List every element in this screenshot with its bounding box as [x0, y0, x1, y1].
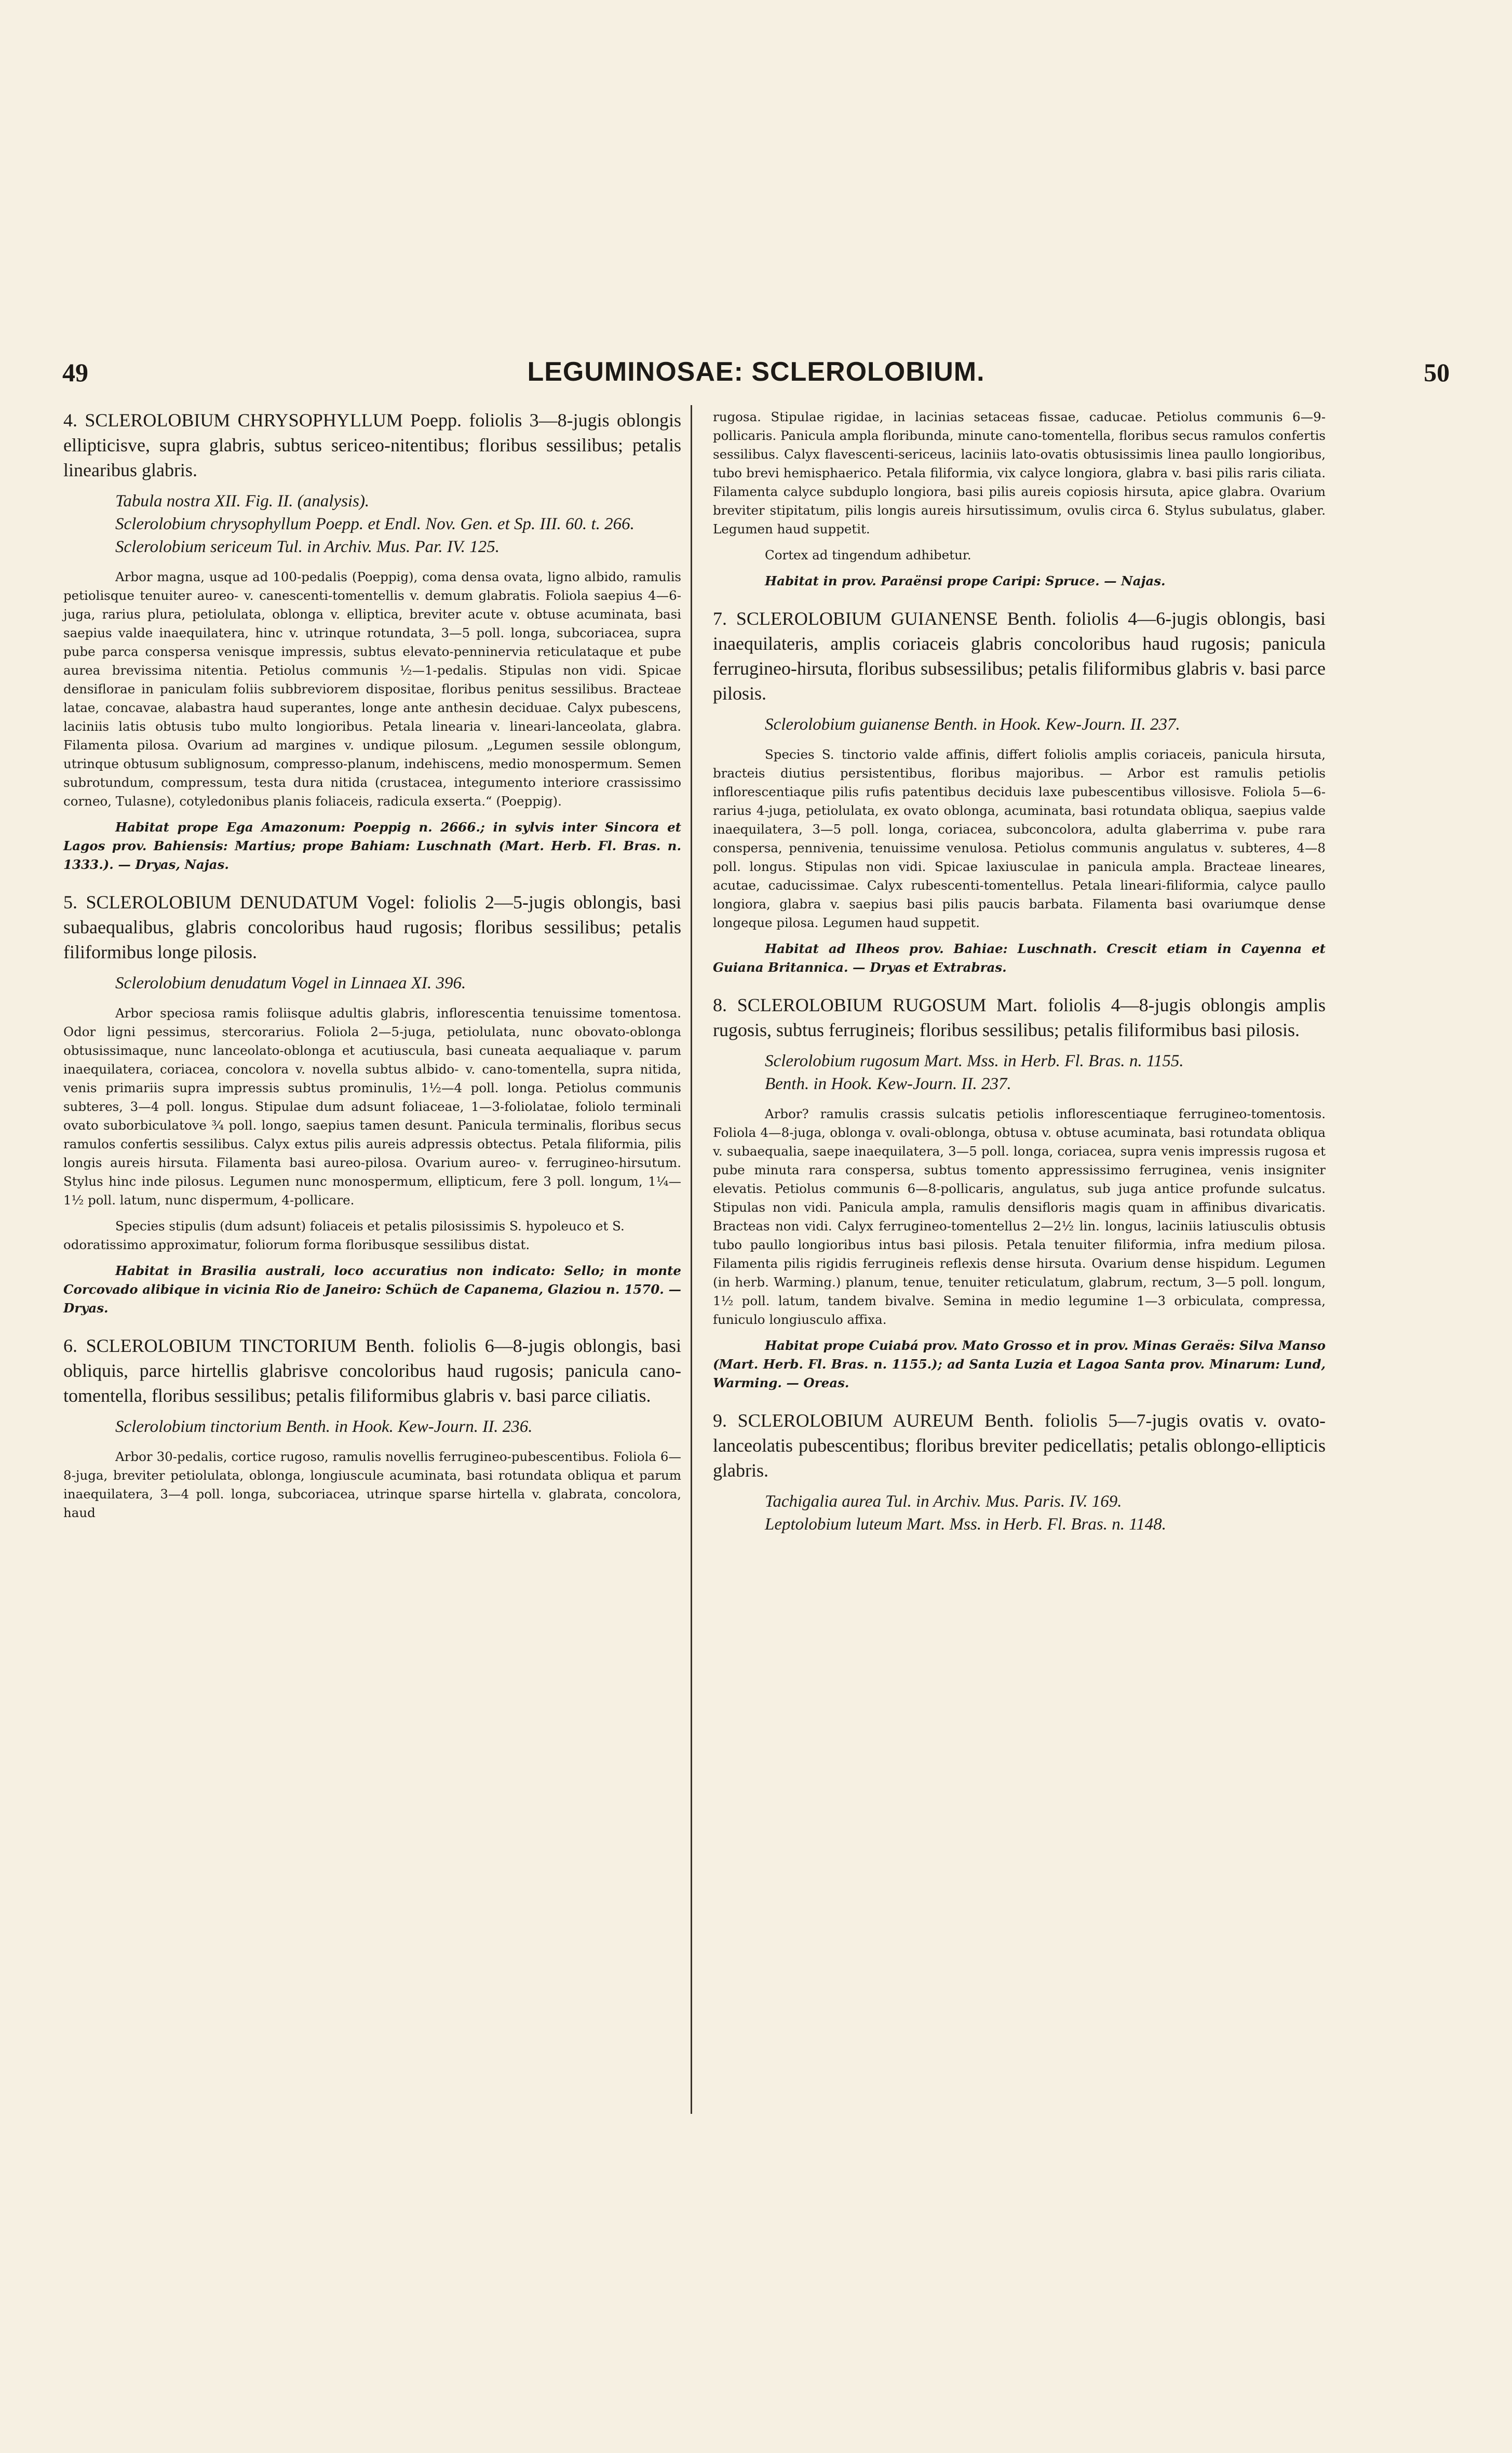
right-column	[713, 408, 1326, 1543]
reference: Tabula nostra XII. Fig. II. (analysis).	[115, 492, 370, 511]
habitat: Habitat prope Cuiabá prov. Mato Grosso et in prov. Minas Geraës: Silva Manso (Mart. Herb. Fl. Bras. n. 1155.); ad Santa Luzia et Lagoa Santa prov. Minarum: Lund, Warming. — Oreas.	[713, 1338, 1326, 1390]
species-heading: 7. SCLEROLOBIUM GUIANENSE Benth. foliolis 4—6-jugis oblongis, basi inaequilateris, amplis coriaceis glabris concoloribus haud rugosis; panicula ferrugineo-hirsuta, floribus subsessilibus; petalis filiformibus glabris v. basi parce pilosis.	[713, 608, 1326, 704]
species-heading: 8. SCLEROLOBIUM RUGOSUM Mart. foliolis 4—8-jugis oblongis amplis rugosis, subtus ferrugineis; floribus sessilibus; petalis filiformibus basi pilosis.	[713, 995, 1326, 1040]
description: rugosa. Stipulae rigidae, in lacinias setaceas fissae, caducae. Petiolus communis 6—9-pollicaris. Panicula ampla floribunda, minute cano-tomentella, floribus secus ramulos confertis sessilibus. Calyx flavescenti-sericeus, laciniis lato-ovatis obtusissimis linea paullo longioribus, tubo brevi hemisphaerico. Petala filiformia, vix calyce longiora, glabra v. basi pilis raris ciliata. Filamenta calyce subduplo longiora, basi pilis aureis copiosis hirsuta, apice glabra. Ovarium breviter stipitatum, pilis longis aureis hirsutissimum, ovulis circa 6. Stylus subulatus, glaber. Legumen haud suppetit.	[713, 409, 1326, 537]
species-5	[63, 890, 681, 1318]
column-divider	[691, 405, 692, 2114]
page-number-right: 50	[1424, 358, 1450, 387]
references	[63, 1415, 681, 1438]
species-heading: 6. SCLEROLOBIUM TINCTORIUM Benth. foliolis 6—8-jugis oblongis, basi obliquis, parce hirtellis glabrisve concoloribus haud rugosis; panicula cano-tomentella, floribus sessilibus; petalis filiformibus glabris v. basi parce ciliatis.	[63, 1335, 681, 1406]
description: Arbor 30-pedalis, cortice rugoso, ramulis novellis ferrugineo-pubescentibus. Foliola 6—8-juga, breviter petiolulata, oblonga, longiuscule acuminata, basi rotundata obliqua et parum inaequilatera, 3—4 poll. longa, subcoriacea, utrinque sparse hirtella v. glabrata, concolora, haud	[63, 1449, 681, 1520]
references	[713, 1050, 1326, 1095]
description: Arbor speciosa ramis foliisque adultis glabris, inflorescentia tenuissime tomentosa. Odor ligni pessimus, stercorarius. Foliola 2—5-juga, petiolulata, nunc obovato-oblonga obtusissimaque, nunc lanceolato-oblonga et acutiuscula, basi cuneata aequaliaque v. parum inaequilatera, coriacea, concolora v. novella subtus albido- v. cano-tomentella, supra nitida, venis primariis supra impressis subtus prominulis, 1½—4 poll. longa. Petiolus communis subteres, 3—4 poll. longus. Stipulae dum adsunt foliaceae, 1—3-foliolatae, foliolo terminali ovato suborbiculatove ¾ poll. longo, saepius tamen desunt. Panicula terminalis, floribus secus ramulos confertis sessilibus. Calyx extus pilis aureis adpressis obtectus. Petala filiformia, pilis longis aureis hirsuta. Filamenta basi aureo-pilosa. Ovarium aureo- v. ferrugineo-hirsutum. Stylus hinc inde pilosus. Legumen nunc monospermum, ellipticum, fere 3 poll. longum, 1¼—1½ poll. latum, nunc dispermum, 4-pollicare.	[63, 1006, 681, 1208]
species-9	[713, 1408, 1326, 1536]
description: Arbor? ramulis crassis sulcatis petiolis inflorescentiaque ferrugineo-tomentosis. Foliola 4—8-juga, oblonga v. ovali-oblonga, obtusa v. obtuse acuminata, basi rotundata obliqua v. subaequalia, saepe inaequilatera, 3—5 poll. longa, coriacea, supra venis impressis rugosa et pube minuta rara conspersa, subtus tomento appressissimo ferruginea, venis insigniter elevatis. Petiolus communis 6—8-pollicaris, angulatus, sub juga antice profunde sulcatus. Stipulas non vidi. Panicula ampla, ramulis densifloris magis quam in affinibus divaricatis. Bracteas non vidi. Calyx ferrugineo-tomentellus 2—2½ lin. longus, laciniis latiusculis obtusis tubo paullo longioribus intus basi pilosis. Petala tenuiter filiformia, infra medium pilosa. Filamenta pilis rigidis ferrugineis reflexis dense hirsuta. Ovarium dense hispidum. Legumen (in herb. Warming.) planum, tenue, tenuiter reticulatum, glabrum, rectum, 3—5 poll. longum, 1½ poll. latum, tandem bivalve. Semina in medio legumine 1—3 orbiculata, compressa, funiculo longiusculo affixa.	[713, 1106, 1326, 1327]
species-6	[63, 1333, 681, 1522]
references	[63, 490, 681, 558]
species-8	[713, 993, 1326, 1392]
references	[713, 1490, 1326, 1536]
reference: Sclerolobium rugosum Mart. Mss. in Herb. Fl. Bras. n. 1155.	[765, 1052, 1184, 1070]
page-number-left: 49	[62, 358, 88, 387]
reference: Sclerolobium chrysophyllum Poepp. et Endl. Nov. Gen. et Sp. III. 60. t. 266.	[115, 515, 634, 533]
reference: Sclerolobium guianense Benth. in Hook. Kew-Journ. II. 237.	[765, 715, 1180, 734]
references	[63, 972, 681, 995]
description: Arbor magna, usque ad 100-pedalis (Poeppig), coma densa ovata, ligno albido, ramulis petiolisque tenuiter aureo- v. canescenti-tomentellis v. demum glabratis. Foliola saepius 4—6-juga, rarius plura, petiolulata, oblonga v. elliptica, breviter acute v. obtuse acuminata, basi saepius valde inaequilatera, hinc v. utrinque rotundata, 3—5 poll. longa, subcoriacea, supra pube parca conspersa venisque impressis, subtus elevato-penninervia reticulataque et pube aurea brevissima nitentia. Petiolus communis ½—1-pedalis. Stipulas non vidi. Spicae densiflorae in paniculam foliis subbreviorem dispositae, floribus penitus sessilibus. Bracteae latae, concavae, alabastra haud superantes, longe ante anthesin deciduae. Calyx pubescens, laciniis latis obtusis tubo multo longioribus. Petala linearia v. lineari-lanceolata, glabra. Filamenta pilosa. Ovarium ad margines v. undique pilosum. „Legumen sessile oblongum, utrinque obtusum sublignosum, compresso-planum, indehiscens, medio monospermum. Semen subrotundum, compressum, testa dura nitida (crustacea, integumento interiore crassissimo corneo, Tulasne), cotyledonibus planis foliaceis, radicula exserta.“ (Poeppig).	[63, 569, 681, 809]
species-heading: 4. SCLEROLOBIUM CHRYSOPHYLLUM Poepp. foliolis 3—8-jugis oblongis ellipticisve, supra glabris, subtus sericeo-nitentibus; floribus sessilibus; petalis linearibus glabris.	[63, 410, 681, 480]
species-7	[713, 606, 1326, 977]
reference: Sclerolobium denudatum Vogel in Linnaea XI. 396.	[115, 974, 466, 993]
habitat: Habitat in prov. Paraënsi prope Caripi: Spruce. — Najas.	[765, 573, 1166, 588]
habitat: Habitat ad Ilheos prov. Bahiae: Luschnath. Crescit etiam in Cayenna et Guiana Britannica. — Dryas et Extrabras.	[713, 941, 1326, 975]
note: Cortex ad tingendum adhibetur.	[765, 547, 971, 562]
description: Species S. tinctorio valde affinis, differt foliolis amplis coriaceis, panicula hirsuta, bracteis diutius persistentibus, floribus majoribus. — Arbor est ramulis petiolis inflorescentiaque pilis rufis patentibus deciduis laxe pubescentibus villosisve. Foliola 5—6- rarius 4-juga, petiolulata, ex ovato oblonga, acuminata, basi rotundata obliqua, saepius valde inaequilatera, 3—5 poll. longa, coriacea, subconcolora, adulta glaberrima v. pube rara conspersa, pennivenia, tenuissime venulosa. Petiolus communis angulatus v. subteres, 4—8 poll. longus. Stipulas non vidi. Spicae laxiusculae in panicula ampla. Bracteae lineares, acutae, caducissimae. Calyx rubescenti-tomentellus. Petala lineari-filiformia, calyce paullo longiora, glabra v. saepius basi pilis paucis barbata. Filamenta basi ovariumque dense longeque pilosa. Legumen haud suppetit.	[713, 747, 1326, 930]
running-head: LEGUMINOSAE: SCLEROLOBIUM.	[527, 357, 985, 387]
species-heading: 5. SCLEROLOBIUM DENUDATUM Vogel: foliolis 2—5-jugis oblongis, basi subaequalibus, glabris concoloribus haud rugosis; floribus sessilibus; petalis filiformibus longe pilosis.	[63, 892, 681, 962]
species-6-continued	[713, 408, 1326, 591]
species-heading: 9. SCLEROLOBIUM AUREUM Benth. foliolis 5—7-jugis ovatis v. ovato-lanceolatis pubescentibus; floribus breviter pedicellatis; petalis oblongo-ellipticis glabris.	[713, 1410, 1326, 1481]
habitat: Habitat in Brasilia australi, loco accuratius non indicato: Sello; in monte Corcovado alibique in vicinia Rio de Janeiro: Schüch de Capanema, Glaziou n. 1570. — Dryas.	[63, 1263, 681, 1316]
reference: Sclerolobium tinctorium Benth. in Hook. Kew-Journ. II. 236.	[115, 1417, 533, 1436]
reference: Tachigalia aurea Tul. in Archiv. Mus. Paris. IV. 169.	[765, 1492, 1122, 1511]
references	[713, 713, 1326, 736]
reference: Sclerolobium sericeum Tul. in Archiv. Mus. Par. IV. 125.	[115, 538, 500, 556]
habitat: Habitat prope Ega Amazonum: Poeppig n. 2666.; in sylvis inter Sincora et Lagos prov. Bahiensis: Martius; prope Bahiam: Luschnath (Mart. Herb. Fl. Bras. n. 1333.). — Dryas, Najas.	[63, 820, 681, 872]
reference: Benth. in Hook. Kew-Journ. II. 237.	[765, 1075, 1011, 1093]
note: Species stipulis (dum adsunt) foliaceis et petalis pilosissimis S. hypoleuco et S. odoratissimo approximatur, foliorum forma floribusque sessilibus distat.	[63, 1218, 625, 1252]
left-column	[63, 408, 681, 1530]
reference: Leptolobium luteum Mart. Mss. in Herb. Fl. Bras. n. 1148.	[765, 1515, 1167, 1534]
species-4	[63, 408, 681, 874]
